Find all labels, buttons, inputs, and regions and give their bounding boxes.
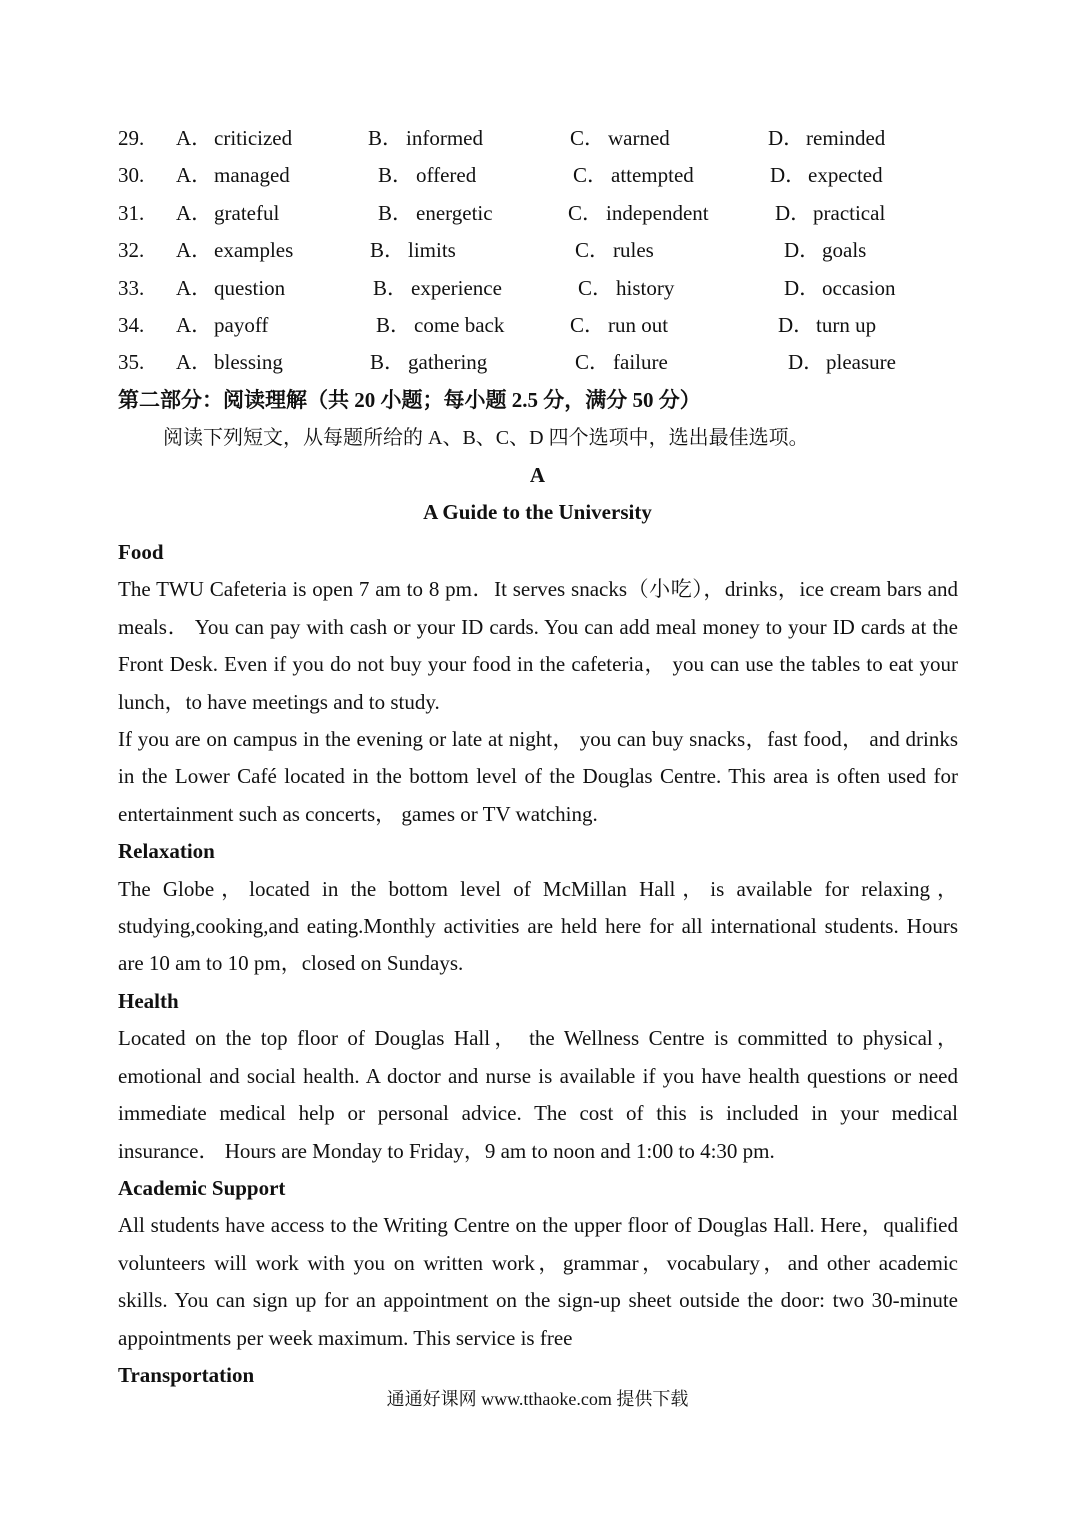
answer-option (784, 273, 895, 303)
answer-option (378, 198, 493, 228)
answer-option (176, 198, 279, 228)
option-letter: D． (768, 126, 805, 150)
option-letter: A． (176, 163, 213, 188)
option-text: energetic (416, 200, 493, 225)
option-letter: A． (176, 238, 213, 263)
option-text: expected (808, 163, 883, 188)
answer-option (578, 273, 674, 303)
option-text: limits (408, 238, 456, 263)
option-text: managed (214, 163, 290, 188)
answer-option (176, 235, 293, 265)
passage-section-heading: Relaxation (118, 839, 215, 864)
option-letter: D． (778, 313, 815, 337)
option-letter: A． (176, 200, 213, 225)
option-text: turn up (816, 313, 877, 337)
answer-option (176, 123, 292, 153)
answer-option (784, 235, 866, 265)
question-number: 35. (118, 350, 145, 375)
question-number: 34. (118, 313, 145, 337)
option-text: warned (608, 126, 670, 150)
option-letter: A． (176, 350, 213, 375)
option-letter: D． (775, 200, 812, 225)
option-text: informed (406, 126, 483, 150)
passage-section-heading: Health (118, 988, 179, 1013)
passage-paragraph: If you are on campus in the evening or late at night， you can buy snacks，fast food， and drinks in the Lower Café located in the bottom level of the Douglas Centre. This area is often used for entertainment such as concerts， games or TV watching. (118, 727, 958, 826)
question-number: 33. (118, 275, 145, 300)
passage-title: A Guide to the University (423, 500, 652, 524)
answer-option (778, 310, 876, 340)
option-letter: B． (370, 350, 406, 375)
option-letter: B． (376, 313, 412, 337)
passage-paragraph: Located on the top floor of Douglas Hall， the Wellness Centre is committed to physical，emotional and social health. A doctor and nurse is available if you have health questions or need immediate medical help or personal advice. The cost of this is included in your medical insurance． Hours are Monday to Friday，9 am to noon and 1:00 to 4:30 pm. (118, 1026, 958, 1163)
option-letter: C． (575, 238, 611, 263)
answer-option (575, 347, 668, 377)
option-text: independent (606, 200, 709, 225)
option-letter: D． (784, 275, 821, 300)
option-text: offered (416, 163, 477, 188)
passage-section-heading: Food (118, 540, 164, 564)
answer-option (373, 273, 502, 303)
answer-option (570, 123, 670, 153)
section-title: 第二部分：阅读理解（共 20 小题；每小题 2.5 分，满分 50 分） (118, 388, 701, 412)
answer-option (370, 235, 456, 265)
answer-option (570, 310, 668, 340)
option-text: history (616, 275, 675, 300)
option-text: blessing (214, 350, 283, 375)
answer-option (176, 310, 268, 340)
passage-section-heading: Transportation (118, 1362, 255, 1387)
section-instruction: 阅读下列短文，从每题所给的 A、B、C、D 四个选项中，选出最佳选项。 (163, 427, 809, 449)
option-letter: C． (568, 200, 604, 225)
passage-label: A (529, 463, 546, 487)
option-text: practical (813, 200, 886, 225)
answer-option (370, 347, 487, 377)
answer-option (176, 273, 285, 303)
passage-paragraph: All students have access to the Writing Centre on the upper floor of Douglas Hall. Here，qualified volunteers will work with you on written work，grammar，vocabulary，and other academic skills. You can sign up for an appointment on the sign-up sheet outside the door: two 30-minute appointments per week maximum. This service is free (118, 1213, 958, 1350)
option-text: attempted (611, 163, 694, 188)
option-letter: B． (378, 200, 414, 225)
option-letter: D． (788, 350, 825, 375)
option-letter: C． (578, 275, 614, 300)
answer-option (376, 310, 504, 340)
option-letter: C． (570, 126, 606, 150)
option-text: examples (214, 238, 294, 263)
answer-option (768, 123, 885, 153)
answer-option (775, 198, 885, 228)
passage-body (118, 534, 958, 1394)
passage-section-heading: Academic Support (118, 1175, 286, 1200)
option-letter: A． (176, 126, 213, 150)
option-letter: B． (370, 238, 406, 263)
answer-option (788, 347, 896, 377)
answer-option (176, 347, 283, 377)
option-text: reminded (806, 126, 886, 150)
option-text: run out (608, 313, 669, 337)
option-text: rules (613, 238, 654, 263)
option-text: question (214, 275, 286, 300)
answer-option (770, 160, 883, 190)
option-text: gathering (408, 350, 488, 375)
option-text: failure (613, 350, 668, 375)
passage-paragraph: The TWU Cafeteria is open 7 am to 8 pm．It serves snacks（小吃），drinks，ice cream bars and meals． You can pay with cash or your ID cards. You can add meal money to your ID cards at the Front Desk. Even if you do not buy your food in the cafeteria， you can use the tables to eat your lunch，to have meetings and to study. (118, 577, 958, 714)
answer-option (176, 160, 290, 190)
question-number: 32. (118, 238, 145, 263)
question-number: 30. (118, 163, 145, 188)
question-number: 31. (118, 200, 145, 225)
option-text: goals (822, 238, 867, 263)
answer-option (575, 235, 654, 265)
passage-paragraph: The Globe，located in the bottom level of McMillan Hall，is available for relaxing，studying,cooking,and eating.Monthly activities are held here for all international students. Hours are 10 am to 10 pm，closed on Sundays. (118, 876, 958, 976)
option-text: grateful (214, 200, 280, 225)
option-letter: A． (176, 313, 213, 337)
question-number: 29. (118, 126, 145, 150)
answer-option (568, 198, 709, 228)
page-footer: 通通好课网 www.tthaoke.com 提供下载 (386, 1389, 689, 1409)
option-letter: B． (378, 163, 414, 188)
option-letter: B． (368, 126, 404, 150)
answer-option (378, 160, 476, 190)
option-text: criticized (214, 126, 293, 150)
option-letter: A． (176, 275, 213, 300)
option-text: pleasure (826, 350, 896, 375)
option-text: experience (411, 275, 502, 300)
option-letter: D． (784, 238, 821, 263)
option-letter: D． (770, 163, 807, 188)
answer-option (573, 160, 694, 190)
option-text: occasion (822, 275, 896, 300)
option-letter: B． (373, 275, 409, 300)
option-text: payoff (214, 313, 269, 337)
option-letter: C． (575, 350, 611, 375)
option-letter: C． (573, 163, 609, 188)
answer-option (368, 123, 483, 153)
option-letter: C． (570, 313, 606, 337)
option-text: come back (414, 313, 505, 337)
